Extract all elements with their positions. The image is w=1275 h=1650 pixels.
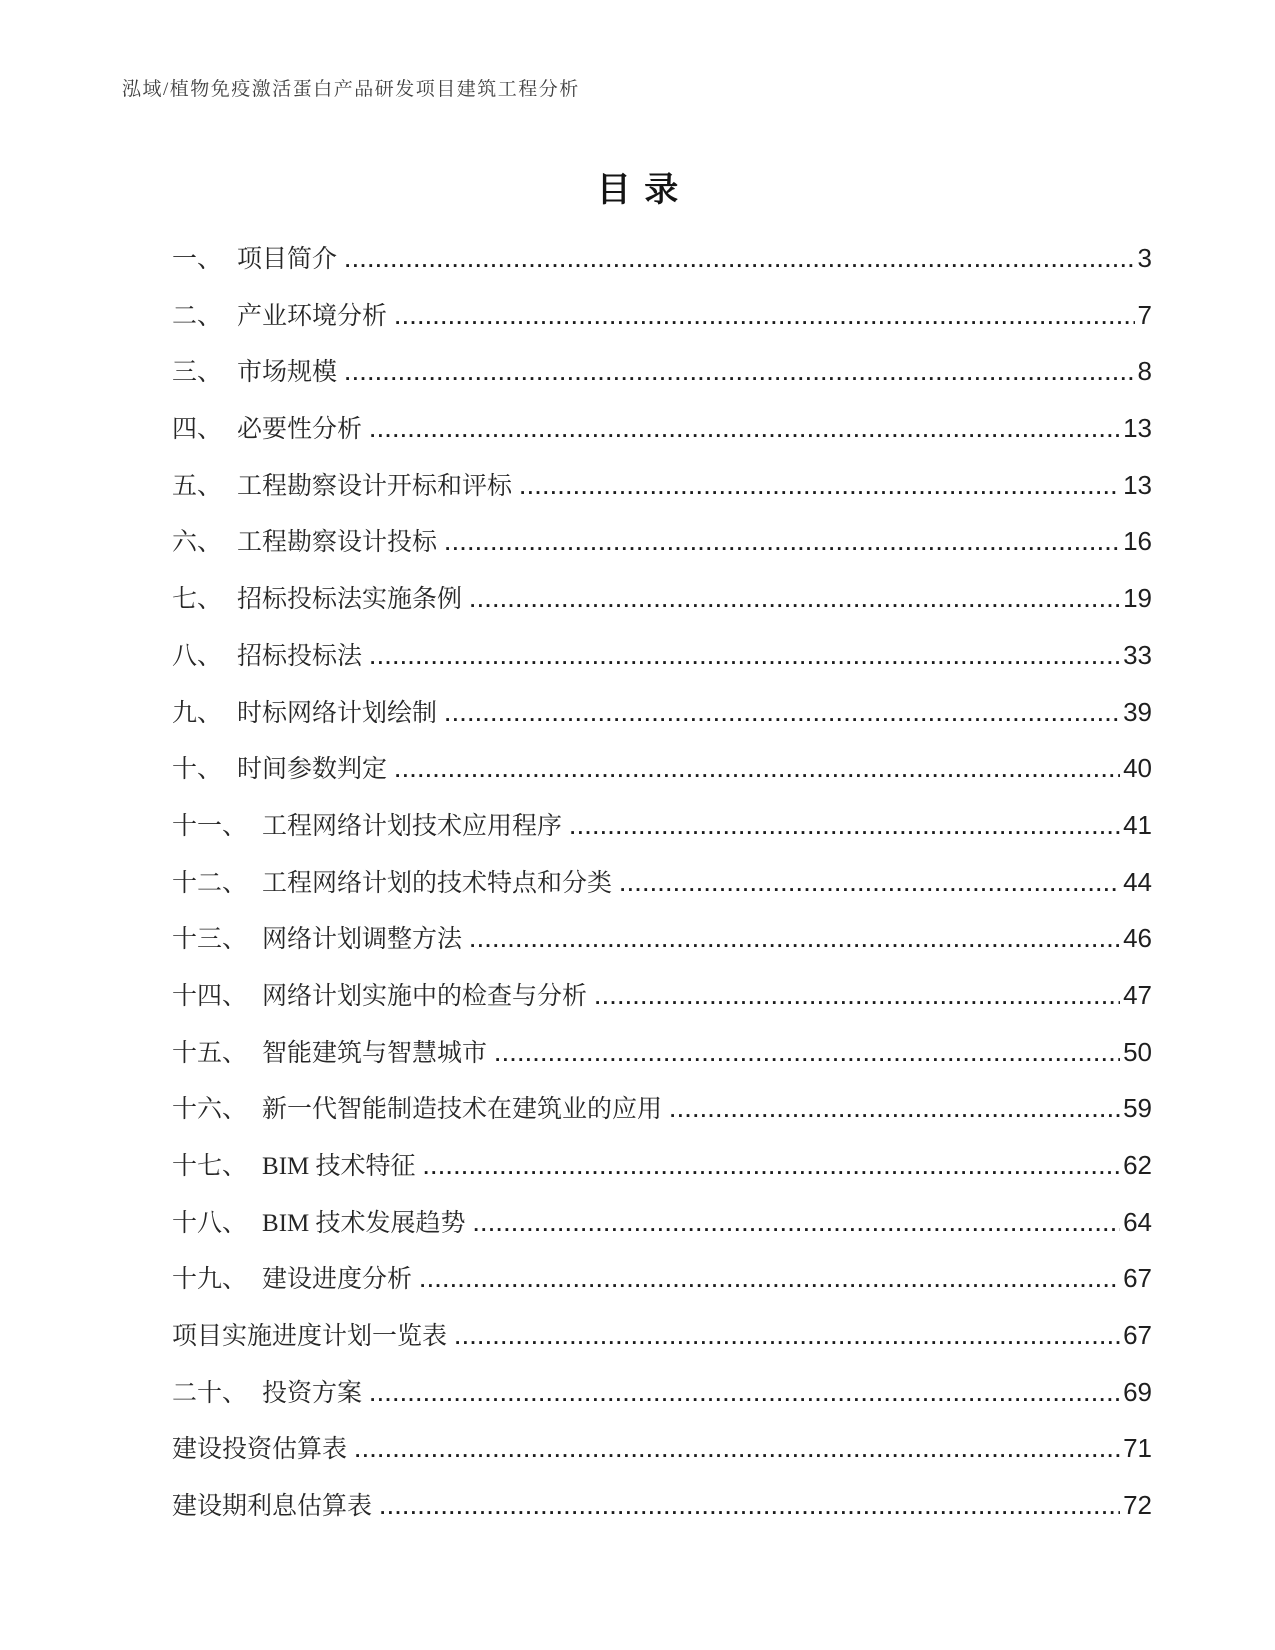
toc-dotted-leader — [355, 1441, 1120, 1463]
toc-list — [172, 229, 1152, 1533]
toc-dotted-leader — [470, 591, 1120, 613]
toc-entry[interactable] — [172, 683, 1152, 740]
toc-page-number: 41 — [1123, 809, 1152, 840]
toc-page-number: 40 — [1123, 753, 1152, 784]
toc-entry-number: 十二、 — [172, 869, 248, 897]
toc-entry-title: 建设期利息估算表 — [172, 1493, 373, 1521]
toc-entry-title: 建设投资估算表 — [172, 1436, 348, 1464]
toc-entry[interactable] — [172, 399, 1152, 456]
toc-entry-number: 九、 — [172, 699, 223, 727]
toc-entry-number: 四、 — [172, 416, 223, 444]
toc-page-number: 19 — [1123, 583, 1152, 614]
toc-entry-number: 十六、 — [172, 1096, 248, 1124]
toc-dotted-leader — [380, 1498, 1120, 1520]
toc-entry-number: 五、 — [172, 472, 223, 500]
toc-dotted-leader — [395, 308, 1135, 330]
toc-entry[interactable] — [172, 853, 1152, 910]
toc-entry[interactable] — [172, 796, 1152, 853]
toc-dotted-leader — [474, 1215, 1121, 1237]
toc-page-number: 39 — [1123, 696, 1152, 727]
toc-entry-number: 二十、 — [172, 1379, 248, 1407]
toc-page-number: 8 — [1137, 356, 1152, 387]
toc-page-number: 50 — [1123, 1036, 1152, 1067]
toc-dotted-leader — [670, 1101, 1120, 1123]
toc-page-number: 13 — [1123, 469, 1152, 500]
toc-dotted-leader — [395, 761, 1120, 783]
toc-entry[interactable] — [172, 739, 1152, 796]
toc-entry[interactable] — [172, 456, 1152, 513]
toc-dotted-leader — [520, 478, 1120, 500]
toc-entry[interactable] — [172, 1419, 1152, 1476]
toc-dotted-leader — [345, 251, 1135, 273]
toc-page-number: 72 — [1123, 1490, 1152, 1521]
toc-entry-title: 招标投标法 — [237, 642, 363, 670]
toc-entry-number: 二、 — [172, 302, 223, 330]
toc-entry-title: 产业环境分析 — [237, 302, 388, 330]
toc-entry-title: 工程勘察设计投标 — [237, 529, 438, 557]
toc-entry[interactable] — [172, 1023, 1152, 1080]
toc-entry[interactable] — [172, 1193, 1152, 1250]
toc-entry-number: 十一、 — [172, 812, 248, 840]
toc-entry-title: 工程网络计划的技术特点和分类 — [262, 869, 613, 897]
toc-page-number: 3 — [1137, 243, 1152, 273]
toc-dotted-leader — [570, 818, 1120, 840]
toc-entry[interactable] — [172, 229, 1152, 286]
toc-entry-number: 三、 — [172, 359, 223, 387]
toc-page-number: 44 — [1123, 866, 1152, 897]
toc-entry[interactable] — [172, 1249, 1152, 1306]
toc-entry[interactable] — [172, 1306, 1152, 1363]
toc-page-number: 64 — [1123, 1206, 1152, 1237]
toc-entry-title: 智能建筑与智慧城市 — [262, 1039, 488, 1067]
toc-dotted-leader — [420, 1271, 1120, 1293]
document-header: 泓域/植物免疫激活蛋白产品研发项目建筑工程分析 — [122, 79, 580, 100]
toc-dotted-leader — [370, 421, 1120, 443]
toc-page-number: 69 — [1123, 1376, 1152, 1407]
toc-entry-number: 十三、 — [172, 926, 248, 954]
toc-page-number: 67 — [1123, 1263, 1152, 1294]
toc-entry[interactable] — [172, 286, 1152, 343]
toc-dotted-leader — [370, 648, 1120, 670]
toc-entry-title: 投资方案 — [262, 1379, 363, 1407]
toc-entry[interactable] — [172, 569, 1152, 626]
toc-entry-title: 网络计划实施中的检查与分析 — [262, 982, 588, 1010]
toc-dotted-leader — [424, 1158, 1121, 1180]
toc-entry[interactable] — [172, 342, 1152, 399]
toc-entry-title: BIM 技术特征 — [262, 1153, 416, 1180]
toc-entry[interactable] — [172, 512, 1152, 569]
toc-entry[interactable] — [172, 1363, 1152, 1420]
toc-dotted-leader — [370, 1385, 1120, 1407]
toc-dotted-leader — [345, 364, 1135, 386]
toc-page-number: 33 — [1123, 639, 1152, 670]
page-title: 目录 — [596, 172, 692, 209]
toc-entry-number: 十八、 — [172, 1209, 248, 1237]
toc-entry-title: 工程网络计划技术应用程序 — [262, 812, 563, 840]
toc-page-number: 67 — [1123, 1320, 1152, 1351]
toc-page-number: 71 — [1123, 1433, 1152, 1464]
toc-page-number: 62 — [1123, 1150, 1152, 1180]
toc-dotted-leader — [445, 534, 1120, 556]
toc-entry[interactable] — [172, 966, 1152, 1023]
toc-entry-title: BIM 技术发展趋势 — [262, 1209, 466, 1237]
toc-entry[interactable] — [172, 1476, 1152, 1533]
toc-entry-title: 网络计划调整方法 — [262, 926, 463, 954]
toc-entry-number: 十四、 — [172, 982, 248, 1010]
toc-entry-title: 必要性分析 — [237, 416, 363, 444]
toc-dotted-leader — [620, 875, 1120, 897]
toc-dotted-leader — [445, 705, 1120, 727]
toc-entry-number: 十七、 — [172, 1153, 248, 1180]
toc-entry-number: 七、 — [172, 586, 223, 614]
toc-entry-title: 建设进度分析 — [262, 1266, 413, 1294]
toc-entry-number: 十五、 — [172, 1039, 248, 1067]
toc-entry[interactable] — [172, 909, 1152, 966]
toc-page-number: 59 — [1123, 1093, 1152, 1124]
toc-page-number: 7 — [1137, 299, 1152, 330]
toc-entry[interactable] — [172, 626, 1152, 683]
toc-page-number: 46 — [1123, 923, 1152, 954]
toc-entry-number: 十、 — [172, 756, 223, 784]
toc-entry-title: 时间参数判定 — [237, 756, 388, 784]
toc-entry-title: 市场规模 — [237, 359, 338, 387]
toc-entry[interactable] — [172, 1079, 1152, 1136]
toc-page-number: 16 — [1123, 526, 1152, 557]
toc-entry-number: 六、 — [172, 529, 223, 557]
toc-entry-title: 新一代智能制造技术在建筑业的应用 — [262, 1096, 663, 1124]
toc-entry-title: 时标网络计划绘制 — [237, 699, 438, 727]
toc-dotted-leader — [470, 931, 1120, 953]
toc-dotted-leader — [455, 1328, 1120, 1350]
toc-dotted-leader — [495, 1045, 1120, 1067]
toc-entry-number: 十九、 — [172, 1266, 248, 1294]
toc-entry-title: 项目简介 — [237, 246, 338, 273]
toc-entry-number: 八、 — [172, 642, 223, 670]
toc-entry-title: 项目实施进度计划一览表 — [172, 1323, 448, 1351]
toc-dotted-leader — [595, 988, 1120, 1010]
toc-entry-title: 招标投标法实施条例 — [237, 586, 463, 614]
toc-entry[interactable] — [172, 1136, 1152, 1193]
toc-entry-title: 工程勘察设计开标和评标 — [237, 472, 513, 500]
toc-entry-number: 一、 — [172, 246, 223, 273]
toc-page-number: 47 — [1123, 979, 1152, 1010]
toc-page-number: 13 — [1123, 413, 1152, 444]
